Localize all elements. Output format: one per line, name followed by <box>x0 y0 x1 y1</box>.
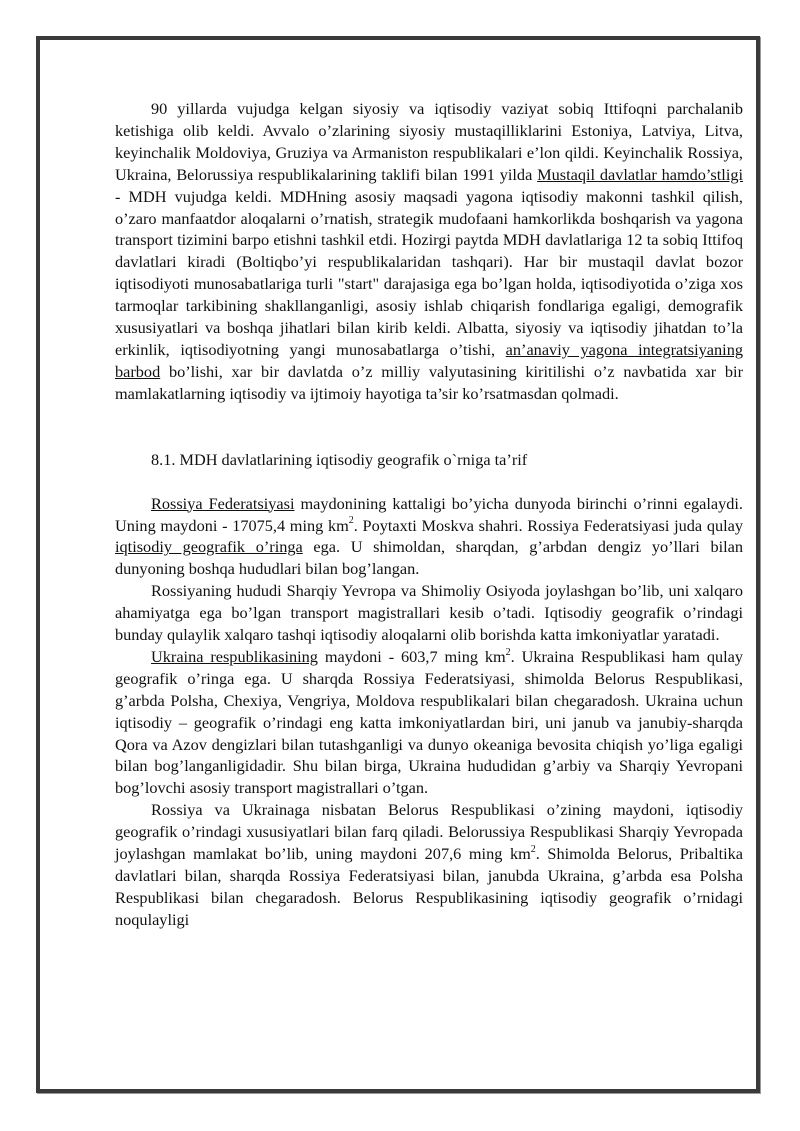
ukraine-link[interactable]: Ukraina respublikasining <box>151 646 318 666</box>
integration-link[interactable]: an’anaviy yagona integratsiyaning barbod <box>115 339 743 381</box>
russia-text-3: ega. U shimoldan, sharqdan, g’arbdan dengiz yo’llari bilan dunyoning boshqa hududlari bilan bog’langan. <box>115 537 744 579</box>
intro-text-2: - MDH vujudga keldi. MDHning asosiy maqsadi yagona iqtisodiy makonni tashkil qilish, o’zaro manfaatdor aloqalarni o’rnatish, strategik mudofaani hamkorlikda boshqarish va yagona transport tizimini barpo etishni tashkil etdi. Hozirgi paytda MDH davlatlariga 12 ta sobiq Ittifoq davlatlari kiradi (Boltiqbo’yi respublikalaridan tashqari). Har bir mustaqil davlat bozor iqtisodiyoti munosabatlariga turli "start" darajasiga ega bo’lgan holda, iqtisodiyotida o’ziga xos tarmoqlar tarkibining shakllanganligi, asosiy ishlab chiqarish fondlariga egaligi, demografik xususiyatlari va boshqa jihatlari bilan kirib keldi. Albatta, siyosiy va iqtisodiy jihatdan to’la erkinlik, iqtisodiyotning yangi munosabatlarga o’tishi, <box>115 186 743 359</box>
superscript: 2 <box>505 646 511 658</box>
document-body <box>115 98 743 931</box>
ukraine-text-2: . Ukraina Respublikasi ham qulay geografik o’ringa ega. U sharqda Rossiya Federatsiyasi, shimolda Belorus Respublikasi, g’arbda Polsha, Chexiya, Vengriya, Moldova respublikalari bilan chegaradosh. Ukraina uchun iqtisodiy – geografik o’rindagi eng katta imkoniyatlardan biri, uni janub va janubiy-sharqda Qora va Azov dengizlari bilan tutashganligi va dunyo okeaniga bevosita chiqish yo’liga egaligi bilan bog’langanligidadir. Shu bilan birga, Ukraina hududidan g’arbiy va Sharqiy Yevropani bog’lovchi asosiy transport magistrallari o’tgan. <box>115 646 744 798</box>
belarus-text-2: . Shimolda Belorus, Pribaltika davlatlari bilan, sharqda Rossiya Federatsiyasi bilan, janubda Ukraina, g’arbda esa Polsha Respublikasi bilan chegaradosh. Belorus Respublikasining iqtisodiy geografik o’rnidagi noqulayligi <box>115 844 744 929</box>
ukraine-text-1: maydoni - 603,7 ming km <box>317 646 506 666</box>
intro-text-1: 90 yillarda vujudga kelgan siyosiy va iqtisodiy vaziyat sobiq Ittifoqni parchalanib ketishiga olib keldi. Avvalo o’zlarining siyosiy mustaqilliklarini Estoniya, Latviya, Litva, keyinchalik Moldoviya, Gruziya va Armaniston respublikalari e’lon qildi. Keyinchalik Rossiya, Ukraina, Belorussiya respublikalarining taklifi bilan 1991 yilda <box>115 99 743 184</box>
russia-text-1: maydonining kattaligi bo’yicha dunyoda birinchi o’rinni egalaydi. Uning maydoni - 17075,4 ming km <box>115 493 744 535</box>
belarus-paragraph <box>115 799 743 930</box>
russia-paragraph <box>115 493 743 581</box>
belarus-text-1: Rossiya va Ukrainaga nisbatan Belorus Respublikasi o’zining maydoni, iqtisodiy geografik o’rindagi xususiyatlari bilan farq qiladi. Belorussiya Respublikasi Sharqiy Yevropada joylashgan mamlakat bo’lib, uning maydoni 207,6 ming km <box>115 800 743 864</box>
russia-link[interactable]: Rossiya Federatsiyasi <box>151 493 295 513</box>
ukraine-paragraph <box>115 646 743 799</box>
spacer <box>115 471 743 493</box>
intro-paragraph <box>115 98 743 405</box>
geo-position-link[interactable]: iqtisodiy geografik o’ringa <box>115 537 303 557</box>
russia-paragraph-2: Rossiyaning hududi Sharqiy Yevropa va Shimoliy Osiyoda joylashgan bo’lib, uni xalqaro ahamiyatga ega bo’lgan transport magistrallari kesib o’tadi. Iqtisodiy geografik o’rindagi bunday qulaylik xalqaro tashqi iqtisodiy aloqalarni olib borishda katta imkoniyatlar yaratadi. <box>115 581 743 645</box>
spacer <box>115 405 743 449</box>
russia-text-2: . Poytaxti Moskva shahri. Rossiya Federatsiyasi juda qulay <box>353 515 744 535</box>
superscript: 2 <box>348 515 354 527</box>
superscript: 2 <box>530 843 536 855</box>
intro-text-3: bo’lishi, xar bir davlatda o’z milliy valyutasining kiritilishi o’z navbatida xar bir mamlakatlarning iqtisodiy va ijtimoiy hayotiga ta’sir ko’rsatmasdan qolmadi. <box>115 361 743 403</box>
section-heading: 8.1. MDH davlatlarining iqtisodiy geografik o`rniga ta’rif <box>151 449 528 469</box>
mdh-link[interactable]: Mustaqil davlatlar hamdo’stligi <box>537 164 744 184</box>
